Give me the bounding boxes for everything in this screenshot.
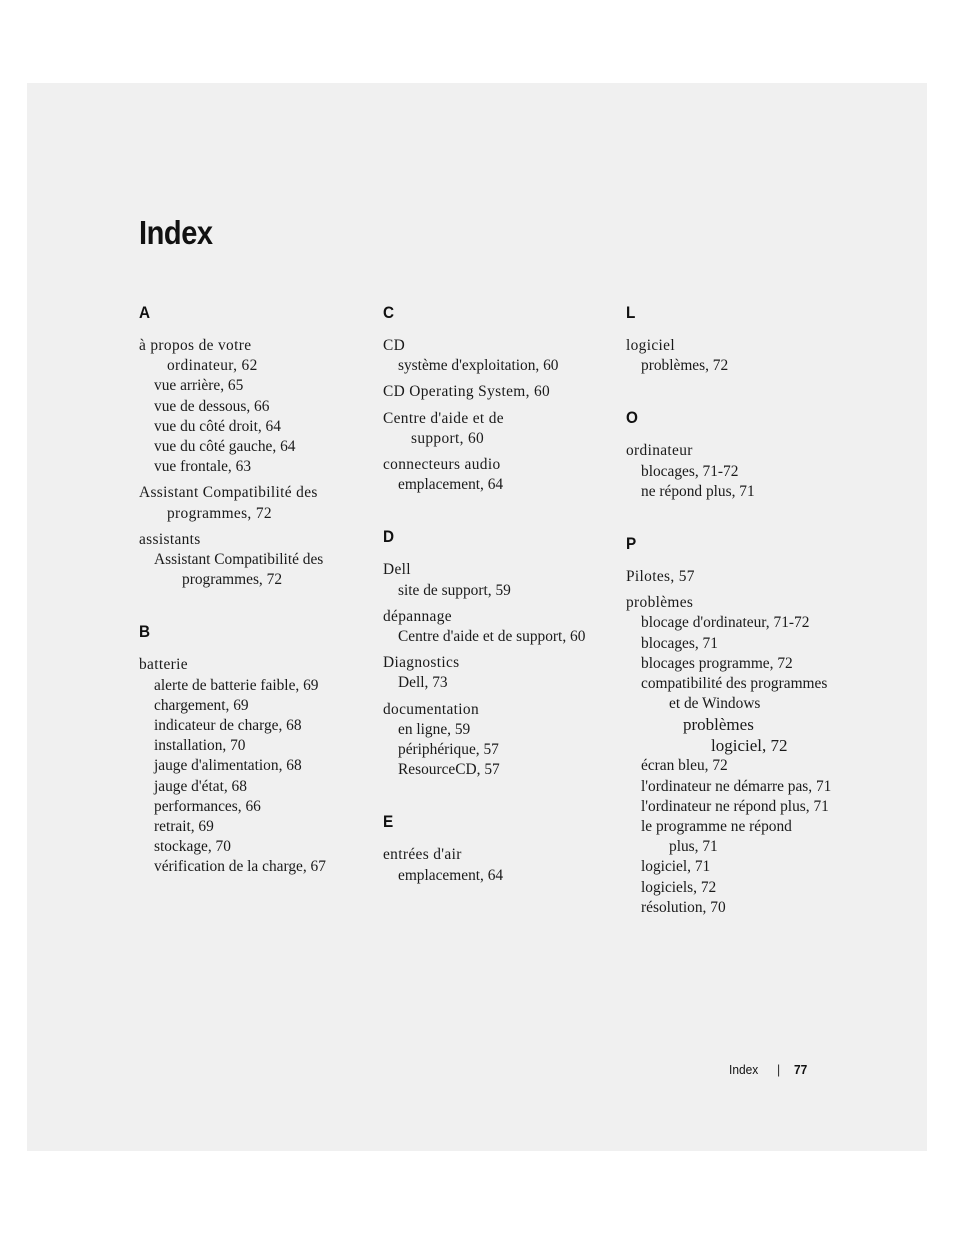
index-section-d <box>383 527 608 780</box>
index-subentry: vérification de la charge, 67 <box>154 858 326 876</box>
page-footer <box>729 1062 809 1077</box>
index-entry <box>626 593 851 918</box>
index-section-l <box>626 303 851 376</box>
index-subentry: écran bleu, 72 <box>641 757 728 775</box>
index-term: logiciel <box>626 337 675 354</box>
index-column-1 <box>139 303 364 910</box>
index-section-c <box>383 303 608 495</box>
index-term: dépannage <box>383 607 452 625</box>
index-term: Assistant Compatibilité des <box>139 484 318 502</box>
section-letter: C <box>383 303 395 322</box>
index-term: CD <box>383 337 406 354</box>
index-nested-subentry: problèmes <box>683 715 754 735</box>
index-term: batterie <box>139 656 188 674</box>
index-term: entrées d'air <box>383 846 462 864</box>
section-letter: E <box>383 812 394 832</box>
page-title: Index <box>139 214 213 251</box>
index-subentry: compatibilité des programmes <box>641 675 828 693</box>
index-subentry-continuation: et de Windows <box>669 695 761 713</box>
index-term-continuation: programmes, 72 <box>167 504 272 522</box>
index-nested-subentry: logiciel, 72 <box>711 736 788 756</box>
index-subentry: jauge d'état, 68 <box>154 777 247 795</box>
index-term: connecteurs audio <box>383 456 501 474</box>
index-subentry: périphérique, 57 <box>398 741 499 759</box>
index-subentry: l'ordinateur ne répond plus, 71 <box>641 797 829 815</box>
index-subentry: site de support, 59 <box>398 581 511 599</box>
index-entry <box>626 336 851 376</box>
index-subentry-continuation: programmes, 72 <box>182 571 283 589</box>
index-entry <box>383 607 608 647</box>
index-column-3 <box>626 303 851 950</box>
index-section-a <box>139 303 364 590</box>
index-subentry: Assistant Compatibilité des <box>154 551 324 569</box>
index-entry <box>383 560 608 600</box>
index-entry <box>383 455 608 495</box>
index-subentry: le programme ne répond <box>641 818 792 836</box>
index-term: à propos de votre <box>139 337 252 354</box>
footer-label: Index <box>729 1062 759 1077</box>
index-entry <box>383 653 608 693</box>
index-subentry: Centre d'aide et de support, 60 <box>398 628 586 646</box>
index-subentry: ne répond plus, 71 <box>641 482 755 500</box>
index-entry <box>626 441 851 502</box>
index-subentry: vue de dessous, 66 <box>154 397 270 415</box>
index-term: Dell <box>383 561 411 579</box>
section-letter: L <box>626 303 636 322</box>
index-subentry: retrait, 69 <box>154 818 214 836</box>
index-term: CD Operating System, 60 <box>383 383 551 401</box>
index-subentry: alerte de batterie faible, 69 <box>154 676 319 694</box>
section-letter: B <box>139 622 151 642</box>
index-subentry: Dell, 73 <box>398 674 448 692</box>
index-subentry: en ligne, 59 <box>398 720 471 738</box>
footer-separator: | <box>776 1062 781 1077</box>
section-letter: P <box>626 534 637 554</box>
index-subentry: performances, 66 <box>154 797 261 815</box>
index-subentry: vue du côté gauche, 64 <box>154 438 296 456</box>
index-subentry-continuation: plus, 71 <box>669 838 718 856</box>
index-subentry: problèmes, 72 <box>641 357 729 375</box>
index-subentry: résolution, 70 <box>641 898 726 916</box>
index-term: ordinateur <box>626 442 693 460</box>
index-subentry: emplacement, 64 <box>398 476 504 494</box>
index-section-p <box>626 534 851 918</box>
index-subentry: système d'exploitation, 60 <box>398 357 559 375</box>
index-entry <box>383 700 608 781</box>
index-subentry: blocages programme, 72 <box>641 654 793 672</box>
index-subentry: emplacement, 64 <box>398 866 504 884</box>
index-column-2 <box>383 303 608 918</box>
index-term-continuation: support, 60 <box>411 429 485 447</box>
section-letter: D <box>383 527 395 547</box>
index-subentry: indicateur de charge, 68 <box>154 717 302 735</box>
index-subentry: logiciels, 72 <box>641 878 717 896</box>
index-subentry: vue arrière, 65 <box>154 377 244 395</box>
index-entry <box>139 530 364 591</box>
index-entry <box>383 336 608 376</box>
index-subentry: blocages, 71 <box>641 634 718 652</box>
section-letter: O <box>626 408 638 428</box>
index-entry <box>383 409 608 449</box>
index-subentry: blocage d'ordinateur, 71-72 <box>641 614 810 632</box>
index-subentry: vue du côté droit, 64 <box>154 417 281 435</box>
index-entry <box>626 567 851 587</box>
index-term-continuation: ordinateur, 62 <box>167 357 258 375</box>
index-section-b <box>139 622 364 877</box>
index-subentry: installation, 70 <box>154 737 246 755</box>
section-letter: A <box>139 303 151 322</box>
index-entry <box>383 845 608 885</box>
index-entry <box>139 483 364 523</box>
index-subentry: blocages, 71-72 <box>641 462 739 480</box>
index-term: problèmes <box>626 594 694 612</box>
index-entry <box>139 336 364 477</box>
index-section-e <box>383 812 608 885</box>
index-entry <box>139 655 364 877</box>
index-subentry: l'ordinateur ne démarre pas, 71 <box>641 777 832 795</box>
index-subentry: chargement, 69 <box>154 696 249 714</box>
index-subentry: logiciel, 71 <box>641 858 711 876</box>
index-subentry: jauge d'alimentation, 68 <box>154 757 302 775</box>
index-term: assistants <box>139 530 201 548</box>
index-term: Diagnostics <box>383 654 460 672</box>
index-entry <box>383 382 608 402</box>
index-term: documentation <box>383 700 480 718</box>
page-number: 77 <box>794 1062 808 1077</box>
index-term: Pilotes, 57 <box>626 568 695 586</box>
index-subentry: vue frontale, 63 <box>154 458 252 476</box>
index-subentry: ResourceCD, 57 <box>398 761 500 779</box>
index-subentry: stockage, 70 <box>154 838 231 856</box>
index-section-o <box>626 408 851 502</box>
index-term: Centre d'aide et de <box>383 409 504 427</box>
